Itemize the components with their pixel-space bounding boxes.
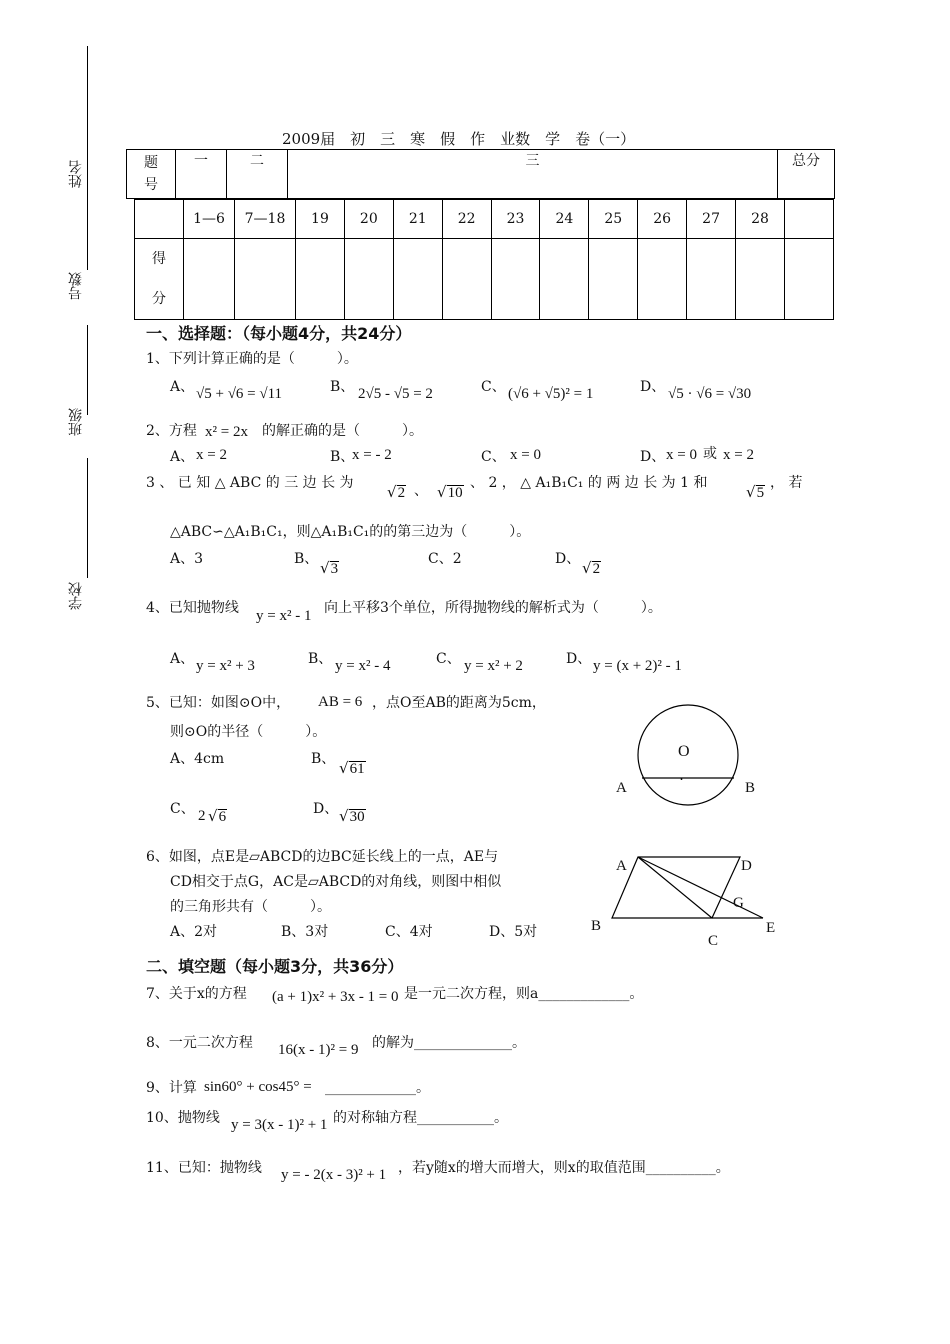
score-col: 7—18 [235,200,296,239]
q11-post: ，若y随x的增大而增大，则x的取值范围__________。 [398,1160,730,1176]
q5-a: A、4cm [170,751,225,767]
score-col: 1—6 [184,200,235,239]
q5-c-root: √6 [208,807,227,825]
q2-stem-post: 的解正确的是（ ）。 [262,423,423,439]
q7-expr: (a + 1)x² + 3x - 1 = 0 [272,989,399,1005]
score-table-header [126,149,835,199]
q5-d-label: D、 [313,801,339,817]
q2-b-expr: x = - 2 [352,447,392,463]
section2-heading: 二、填空题（每小题3分，共36分） [146,957,404,976]
score-input[interactable] [540,239,589,320]
q5-line2: 则⊙O的半径（ ）。 [170,724,327,740]
q2-d-or: 或 [703,446,717,462]
parallelogram-abcd [612,857,740,918]
q6-b: B、3对 [281,924,329,940]
q4-d-label: D、 [566,651,592,667]
binding-line-2 [87,216,88,270]
q2-c-expr: x = 0 [510,447,541,463]
q6-label-g: G [733,895,744,911]
q3-c: C、2 [428,551,462,567]
q4-stem-expr: y = x² - 1 [256,608,312,624]
score-input[interactable] [344,239,393,320]
q5-stem-pre: 5、已知：如图⊙O中， [146,695,291,711]
q6-label-d: D [741,858,752,874]
score-corner [135,200,184,239]
score-col-blank [785,200,834,239]
q2-c-label: C、 [481,449,506,465]
q7-pre: 7、关于x的方程 [146,986,247,1002]
q8-pre: 8、一元二次方程 [146,1035,253,1051]
q6-parallelogram-figure [600,845,780,935]
q2-d-expr2: x = 2 [723,447,754,463]
q10-pre: 10、抛物线 [146,1110,220,1126]
q11-expr: y = - 2(x - 3)² + 1 [281,1167,387,1183]
q4-b-expr: y = x² - 4 [335,658,391,674]
q1-c-expr: (√6 + √5)² = 1 [508,386,594,402]
q9-expr: sin60° + cos45° = [204,1079,312,1095]
q6-label-b: B [591,918,602,934]
score-col: 23 [491,200,540,239]
q4-d-expr: y = (x + 2)² - 1 [593,658,682,674]
score-table [134,199,834,320]
q5-label-o: O [678,743,690,760]
q7-post: 是一元二次方程，则a_____________。 [404,986,644,1002]
school-label: 学校 [68,582,84,610]
score-col: 21 [393,200,442,239]
q3-a: A、3 [170,551,204,567]
q1-c-label: C、 [481,379,506,395]
q2-a-label: A、 [170,449,195,465]
q6-d: D、5对 [489,924,538,940]
binding-line-3 [87,325,88,415]
score-col: 22 [442,200,491,239]
score-cell-total: 总分 [778,150,835,199]
score-input[interactable] [687,239,736,320]
q2-stem-expr: x² = 2x [205,424,248,440]
score-input[interactable] [184,239,235,320]
q3-sep-2: 、 2 ， △ A₁B₁C₁ 的 两 边 长 为 1 和 [470,475,708,491]
q4-a-label: A、 [170,651,195,667]
q3-stem-pre: 3 、 已 知 △ ABC 的 三 边 长 为 [146,475,354,491]
q9-pre: 9、计算 [146,1080,197,1096]
q5-d-root: √30 [339,807,365,825]
score-col: 26 [638,200,687,239]
q6-label-e: E [766,920,776,936]
q1-a-expr: √5 + √6 = √11 [196,386,283,402]
q3-root-3: √5 [746,483,765,501]
q3-b-label: B、 [294,551,319,567]
q5-label-a: A [616,780,627,796]
q6-line1: 6、如图，点E是▱ABCD的边BC延长线上的一点，AE与 [146,849,499,865]
q9-post: _____________。 [325,1080,430,1096]
score-input[interactable] [235,239,296,320]
score-cell-2: 二 [227,150,288,199]
score-input[interactable] [393,239,442,320]
score-input[interactable] [785,239,834,320]
q3-d-root: √2 [582,559,601,577]
q1-d-expr: √5 · √6 = √30 [668,386,752,402]
q6-label-a: A [616,858,627,874]
score-row-label: 得分 [135,239,184,320]
score-col: 20 [344,200,393,239]
score-input[interactable] [442,239,491,320]
q1-stem: 1、下列计算正确的是（ ）。 [146,351,358,367]
class-label: 班级 [68,408,84,436]
q6-line3: 的三角形共有（ ）。 [170,899,331,915]
score-input[interactable] [296,239,345,320]
q4-stem-post: 向上平移3个单位，所得抛物线的解析式为（ ）。 [324,600,662,616]
q4-a-expr: y = x² + 3 [196,658,255,674]
q5-label-b: B [745,780,756,796]
score-input[interactable] [638,239,687,320]
q3-b-root: √3 [320,559,339,577]
score-col: 28 [736,200,785,239]
q6-a: A、2对 [170,924,218,940]
q5-c-pre: 2 [198,808,206,824]
q5-b-root: √61 [339,759,365,777]
q2-d-label: D、 [640,449,666,465]
q10-post: 的对称轴方程___________。 [333,1110,508,1126]
q8-expr: 16(x - 1)² = 9 [278,1042,359,1058]
score-col: 25 [589,200,638,239]
section1-heading: 一、选择题：（每小题4分，共24分） [146,324,412,343]
q1-b-expr: 2√5 - √5 = 2 [358,386,433,402]
score-cell-1: 一 [176,150,227,199]
q5-c-label: C、 [170,801,195,817]
q5-stem-expr: AB = 6 [318,694,363,710]
q1-a-label: A、 [170,379,195,395]
binding-line-4 [87,458,88,578]
q3-root-1: √2 [387,483,406,501]
q3-d-label: D、 [555,551,581,567]
score-col: 27 [687,200,736,239]
score-cell-label: 题号 [127,150,176,199]
q1-b-label: B、 [330,379,355,395]
q3-sep-1: 、 [414,483,428,499]
q2-a-expr: x = 2 [196,447,227,463]
q2-b-label: B、 [330,449,355,465]
q3-line2: △ABC∽△A₁B₁C₁，则△A₁B₁C₁的的第三边为（ ）。 [170,524,531,540]
q4-stem-pre: 4、已知抛物线 [146,600,239,616]
q8-post: 的解为______________。 [372,1035,526,1051]
q1-d-label: D、 [640,379,666,395]
number-label: 号数 [68,272,84,300]
q11-pre: 11、已知：抛物线 [146,1160,262,1176]
q4-b-label: B、 [308,651,333,667]
score-input[interactable] [491,239,540,320]
q5-center-dot: · [679,772,684,788]
q2-stem-pre: 2、方程 [146,423,197,439]
score-input[interactable] [736,239,785,320]
score-cell-3: 三 [288,150,778,199]
q4-c-label: C、 [436,651,461,667]
page-title: 2009届 初 三 寒 假 作 业数 学 卷（一） [282,130,636,148]
q6-line2: CD相交于点G，AC是▱ABCD的对角线，则图中相似 [170,874,502,890]
q5-stem-post: ，点O至AB的距离为5cm， [372,695,546,711]
q2-d-expr1: x = 0 [666,447,697,463]
q3-root-2: √10 [437,483,463,501]
q3-sep-3: ， 若 [770,475,803,491]
q5-b-label: B、 [311,751,336,767]
name-label: 姓名 [68,160,84,188]
q10-expr: y = 3(x - 1)² + 1 [231,1117,328,1133]
score-col: 19 [296,200,345,239]
q6-label-c: C [708,933,719,949]
binding-line-top [87,46,88,216]
q4-c-expr: y = x² + 2 [464,658,523,674]
score-col: 24 [540,200,589,239]
score-input[interactable] [589,239,638,320]
q6-c: C、4对 [385,924,433,940]
